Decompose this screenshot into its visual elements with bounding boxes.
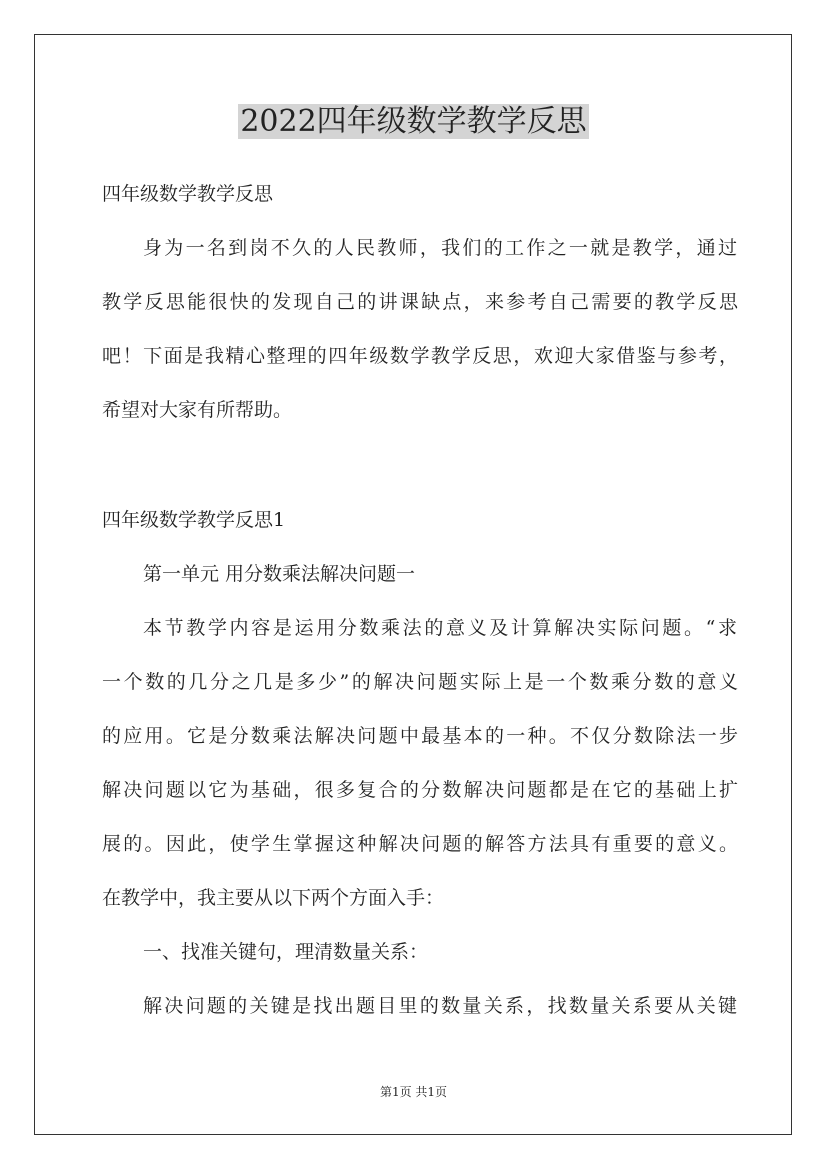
title-text: 2022四年级数学教学反思	[240, 104, 587, 139]
body-line-5: 展的。因此，使学生掌握这种解决问题的解答方法具有重要的意义。	[102, 833, 738, 855]
body-line-6: 在教学中，我主要从以下两个方面入手：	[102, 887, 445, 909]
document-title	[0, 100, 827, 144]
body-line-7: 解决问题的关键是找出题目里的数量关系，找数量关系要从关键	[143, 995, 737, 1017]
intro-line-1: 身为一名到岗不久的人民教师，我们的工作之一就是教学，通过	[143, 237, 737, 259]
intro-line-4: 希望对大家有所帮助。	[102, 399, 293, 421]
body-line-4: 解决问题以它为基础，很多复合的分数解决问题都是在它的基础上扩	[102, 779, 738, 801]
intro-line-2: 教学反思能很快的发现自己的讲课缺点，来参考自己需要的教学反思	[102, 291, 738, 313]
body-line-2: 一个数的几分之几是多少”的解决问题实际上是一个数乘分数的意义	[102, 671, 738, 693]
page-footer: 第1页 共1页	[379, 1085, 448, 1099]
body-line-1: 本节教学内容是运用分数乘法的意义及计算解决实际问题。“求	[143, 617, 737, 639]
subheading: 四年级数学教学反思	[102, 183, 274, 205]
body-line-3: 的应用。它是分数乘法解决问题中最基本的一种。不仅分数除法一步	[102, 725, 738, 747]
section-heading: 四年级数学教学反思1	[102, 509, 286, 531]
intro-line-3: 吧！下面是我精心整理的四年级数学教学反思，欢迎大家借鉴与参考，	[102, 345, 738, 367]
unit-heading: 第一单元 用分数乘法解决问题一	[143, 563, 416, 585]
point-heading: 一、找准关键句，理清数量关系：	[143, 941, 429, 963]
